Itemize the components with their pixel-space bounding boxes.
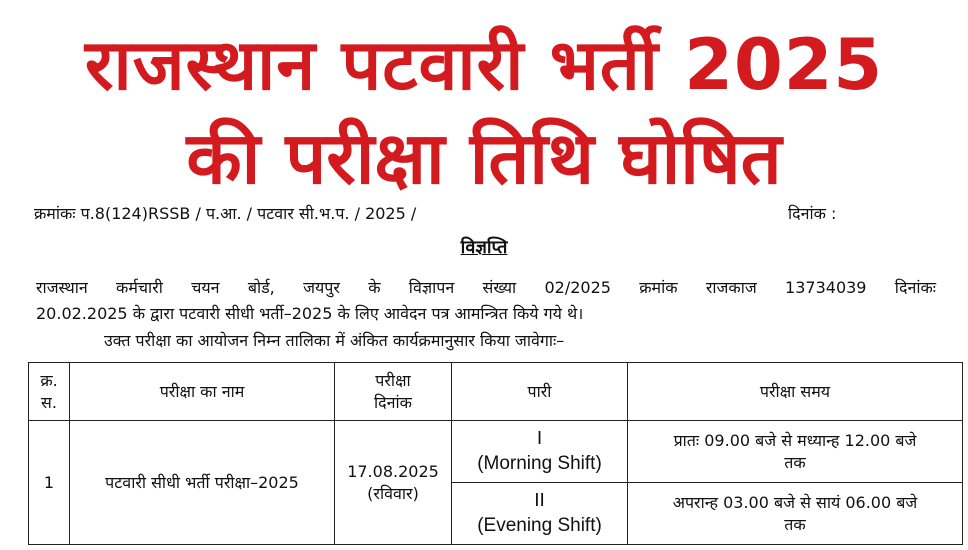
header-shift: पारी: [452, 363, 628, 421]
row-serial: 1: [29, 421, 70, 545]
shift-number: I: [536, 427, 543, 449]
header-exam-date-line-2: दिनांक: [374, 392, 412, 412]
shift-number: II: [534, 489, 545, 511]
row-exam-name: पटवारी सीधी भर्ती परीक्षा–2025: [70, 421, 335, 545]
time-line-2: तक: [784, 452, 806, 472]
header-exam-name: परीक्षा का नाम: [70, 363, 335, 421]
date-label: दिनांक :: [788, 204, 837, 223]
time-cell-morning: [628, 421, 963, 483]
header-exam-date: [335, 363, 452, 421]
header-serial: [29, 363, 70, 421]
notice-title: विज्ञप्ति: [460, 237, 508, 258]
shift-cell-morning: [452, 421, 628, 483]
notice-paragraph-line-2: 20.02.2025 के द्वारा पटवारी सीधी भर्ती–2025 के लिए आवेदन पत्र आमन्त्रित किये गये थे।: [36, 304, 584, 323]
time-line-1: प्रातः 09.00 बजे से मध्यान्ह 12.00 बजे: [673, 430, 917, 450]
notice-paragraph-line-1: राजस्थान कर्मचारी चयन बोर्ड, जयपुर के विज्ञापन संख्या 02/2025 क्रमांक राजकाज 13734039 दिनांकः: [36, 278, 936, 297]
shift-name: (Morning Shift): [477, 452, 602, 474]
time-line-2: तक: [784, 514, 806, 534]
table-header-row: [29, 363, 963, 421]
time-line-1: अपरान्ह 03.00 बजे से सायं 06.00 बजे: [672, 492, 918, 512]
header-exam-time: परीक्षा समय: [628, 363, 963, 421]
header-serial-line-1: क्र.: [40, 370, 58, 390]
headline-line-1: राजस्थान पटवारी भर्ती 2025: [84, 24, 884, 106]
row-exam-date: [335, 421, 452, 545]
headline-line-2: की परीक्षा तिथि घोषित: [186, 116, 782, 200]
header-serial-line-2: स.: [41, 392, 57, 412]
row-date: 17.08.2025: [347, 461, 439, 481]
shift-cell-evening: [452, 483, 628, 545]
time-cell-evening: [628, 483, 963, 545]
shift-name: (Evening Shift): [477, 514, 602, 536]
notice-paragraph-line-3: उक्त परीक्षा का आयोजन निम्न तालिका में अंकित कार्यक्रमानुसार किया जावेगाः–: [104, 331, 565, 350]
row-day: (रविवार): [367, 483, 419, 503]
exam-schedule-table: [28, 362, 963, 545]
header-exam-date-line-1: परीक्षा: [375, 370, 411, 390]
reference-number: क्रमांकः प.8(124)RSSB / प.आ. / पटवार सी.भ.प. / 2025 /: [34, 204, 417, 223]
table-row: [29, 421, 963, 483]
